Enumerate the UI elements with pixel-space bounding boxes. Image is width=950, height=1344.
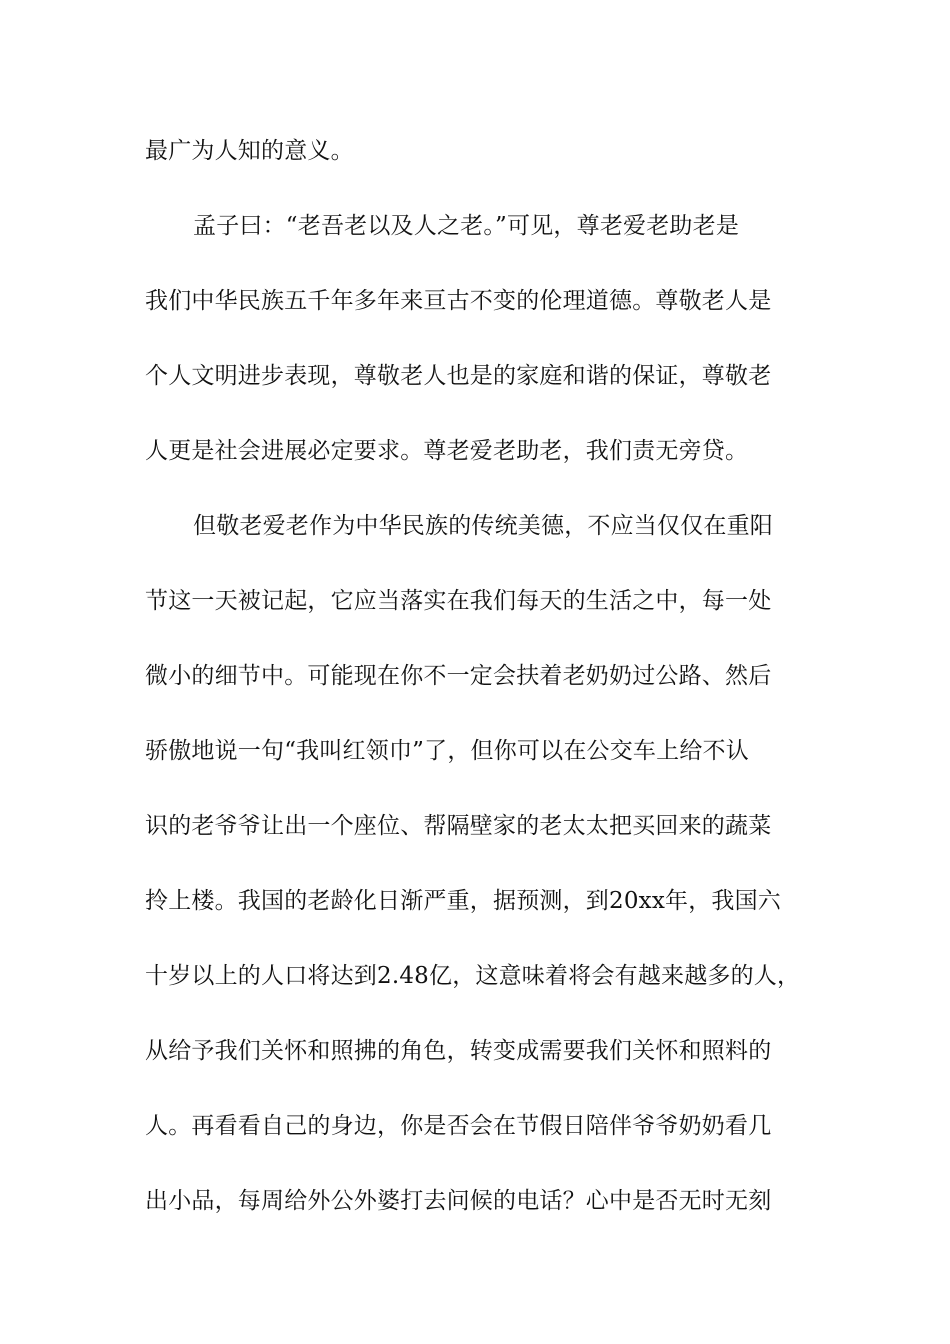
text-line-13: 从给予我们关怀和照拂的角色，转变成需要我们关怀和照料的 xyxy=(145,1038,772,1064)
text-line-2: 孟子曰：“老吾老以及人之老。”可见，尊老爱老助老是 xyxy=(193,213,740,239)
text-line-12: 十岁以上的人口将达到2.48亿，这意味着将会有越来越多的人， xyxy=(145,963,801,989)
text-line-5: 人更是社会进展必定要求。尊老爱老助老，我们责无旁贷。 xyxy=(145,438,749,464)
text-line-7: 节这一天被记起，它应当落实在我们每天的生活之中，每一处 xyxy=(145,588,772,614)
text-line-3: 我们中华民族五千年多年来亘古不变的伦理道德。尊敬老人是 xyxy=(145,288,772,314)
text-line-10: 识的老爷爷让出一个座位、帮隔壁家的老太太把买回来的蔬菜 xyxy=(145,813,772,839)
text-line-6: 但敬老爱老作为中华民族的传统美德，不应当仅仅在重阳 xyxy=(193,513,773,539)
text-line-8: 微小的细节中。可能现在你不一定会扶着老奶奶过公路、然后 xyxy=(145,663,772,689)
text-line-11: 拎上楼。我国的老龄化日渐严重，据预测，到20xx年，我国六 xyxy=(145,888,782,914)
text-line-4: 个人文明进步表现，尊敬老人也是的家庭和谐的保证，尊敬老 xyxy=(145,363,772,389)
text-line-15: 出小品，每周给外公外婆打去问候的电话？心中是否无时无刻 xyxy=(145,1188,772,1214)
text-line-9: 骄傲地说一句“我叫红领巾”了，但你可以在公交车上给不认 xyxy=(145,738,749,764)
text-line-1: 最广为人知的意义。 xyxy=(145,138,354,164)
text-line-14: 人。再看看自己的身边，你是否会在节假日陪伴爷爷奶奶看几 xyxy=(145,1113,772,1139)
